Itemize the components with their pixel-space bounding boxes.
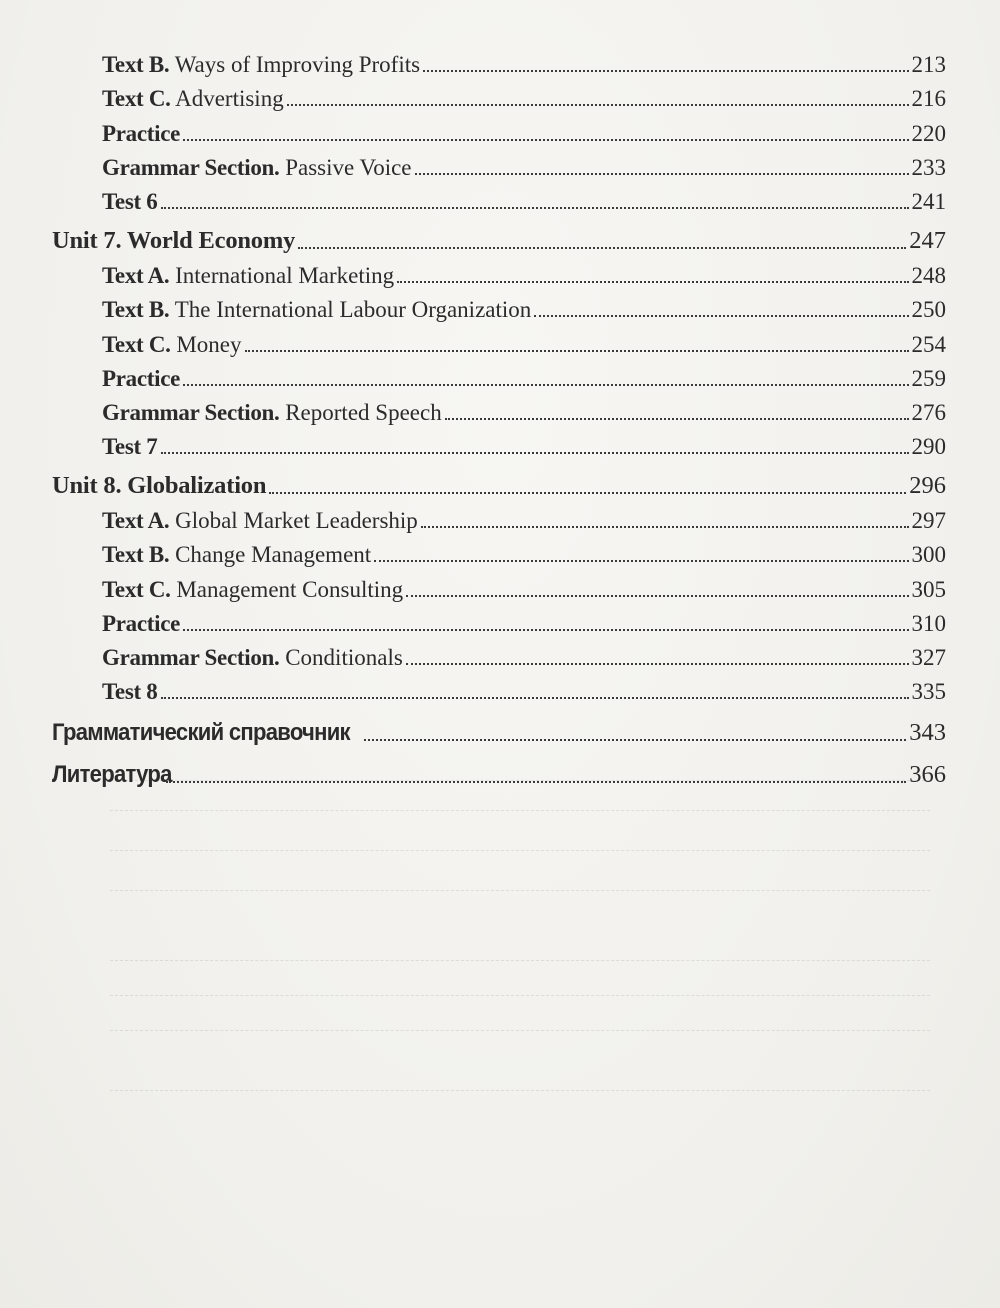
dot-leader	[183, 629, 908, 631]
toc-entry	[52, 44, 946, 78]
toc-entry-title	[102, 52, 420, 78]
toc-entry-title	[102, 508, 418, 534]
toc-unit-entry	[52, 215, 946, 255]
dot-leader	[406, 663, 909, 665]
toc-entry-text: Conditionals	[285, 645, 403, 670]
toc-entry-title	[102, 263, 394, 289]
page-number: 254	[911, 331, 946, 357]
toc-entry-text: Ways of Improving Profits	[174, 52, 421, 78]
page-number: 300	[911, 542, 946, 568]
toc-entry-text: Change Management	[175, 542, 372, 568]
page-number: 310	[911, 610, 946, 636]
dot-leader	[364, 739, 906, 741]
toc-entry-text: International Marketing	[175, 263, 395, 289]
toc-entry-label: Text B.	[102, 542, 170, 568]
toc-entry-label: Text C.	[102, 576, 171, 602]
toc-entry-title	[102, 86, 284, 112]
show-through-line	[110, 1080, 930, 1091]
dot-leader	[183, 139, 908, 141]
dot-leader	[397, 281, 908, 283]
toc-entry-text: Reported Speech	[285, 399, 442, 425]
dot-leader	[374, 560, 908, 562]
toc-entry-title	[102, 577, 403, 603]
toc-entry-label: Grammar Section.	[102, 645, 280, 670]
toc-top-entry	[52, 705, 946, 747]
toc-entry-label: Text A.	[102, 508, 170, 534]
show-through-line	[110, 800, 930, 811]
toc-entry-label: Practice	[102, 120, 181, 146]
page-number: 296	[909, 472, 946, 500]
show-through-line	[110, 950, 930, 961]
toc-entry-label: Test 8	[102, 679, 158, 705]
toc-entry-title	[102, 645, 403, 671]
page-number: 366	[909, 761, 946, 789]
show-through-line	[110, 880, 930, 891]
page-number: 250	[911, 297, 946, 323]
dot-leader	[415, 173, 909, 175]
page-number: 259	[911, 365, 946, 391]
dot-leader	[166, 781, 906, 783]
dot-leader	[534, 315, 908, 317]
toc-entry-title	[102, 121, 180, 147]
toc-entry-label: Text C.	[102, 86, 171, 112]
toc-entry-title	[102, 155, 412, 181]
toc-unit-entry	[52, 460, 946, 500]
dot-leader	[245, 350, 909, 352]
page-number: 213	[911, 52, 946, 78]
toc-entry	[52, 426, 946, 460]
toc-entry-label: Text B.	[102, 297, 170, 323]
dot-leader	[445, 418, 909, 420]
page-number: 216	[911, 86, 946, 112]
toc-entry	[52, 78, 946, 112]
toc-entry-label: Practice	[102, 610, 181, 636]
toc-entry-label: Text B.	[102, 52, 170, 78]
dot-leader	[406, 595, 908, 597]
page-number: 248	[911, 263, 946, 289]
table-of-contents	[52, 44, 946, 789]
toc-entry-text: Money	[176, 331, 242, 357]
literature-title: Литература	[52, 761, 172, 789]
toc-entry-title	[102, 679, 158, 705]
page-number: 297	[911, 508, 946, 534]
page-number: 241	[911, 188, 946, 214]
toc-entry	[52, 323, 946, 357]
toc-entry-title	[102, 542, 371, 568]
toc-entry	[52, 147, 946, 181]
toc-entry	[52, 637, 946, 671]
page-number: 335	[911, 679, 946, 705]
dot-leader	[287, 104, 909, 106]
toc-entry	[52, 603, 946, 637]
toc-entry-title	[102, 611, 180, 637]
page-number: 247	[909, 226, 946, 254]
toc-entry-text: Global Market Leadership	[175, 508, 418, 534]
toc-entry-text: Advertising	[175, 86, 284, 112]
toc-entry-title	[102, 400, 442, 426]
toc-entry-label: Text C.	[102, 331, 171, 357]
toc-entry-label: Practice	[102, 365, 181, 391]
toc-entry-title	[102, 332, 242, 358]
page-number: 343	[909, 719, 946, 747]
dot-leader	[161, 207, 909, 209]
page-number: 276	[911, 399, 946, 425]
toc-entry	[52, 671, 946, 705]
toc-entry-text: Passive Voice	[285, 154, 412, 180]
toc-entry	[52, 500, 946, 534]
toc-entry	[52, 289, 946, 323]
grammar-reference-title: Грамматический справочник	[52, 719, 350, 747]
toc-entry-text: The International Labour Organization	[174, 297, 532, 323]
toc-entry-title	[102, 366, 180, 392]
show-through-line	[110, 840, 930, 851]
page-number: 290	[911, 434, 946, 460]
dot-leader	[183, 384, 908, 386]
dot-leader	[423, 70, 908, 72]
toc-entry	[52, 112, 946, 146]
dot-leader	[161, 452, 909, 454]
page-number: 233	[911, 154, 946, 180]
toc-entry	[52, 181, 946, 215]
toc-entry	[52, 534, 946, 568]
toc-entry-label: Text A.	[102, 263, 170, 289]
toc-entry-label: Grammar Section.	[102, 399, 280, 425]
dot-leader	[421, 526, 909, 528]
toc-entry-text: Management Consulting	[176, 576, 404, 602]
toc-entry	[52, 392, 946, 426]
toc-entry	[52, 568, 946, 602]
toc-entry-title	[102, 297, 531, 323]
page-number: 327	[911, 645, 946, 670]
toc-entry	[52, 358, 946, 392]
unit-title: Unit 8. Globalization	[52, 472, 267, 500]
toc-entry-label: Test 6	[102, 188, 158, 214]
page-number: 220	[911, 120, 946, 146]
toc-top-entry	[52, 747, 946, 789]
toc-entry-title	[102, 189, 158, 215]
show-through-line	[110, 985, 930, 996]
toc-entry	[52, 255, 946, 289]
toc-entry-label: Test 7	[102, 434, 158, 460]
dot-leader	[269, 492, 906, 494]
unit-title: Unit 7. World Economy	[52, 226, 296, 254]
toc-entry-title	[102, 434, 158, 460]
toc-entry-label: Grammar Section.	[102, 154, 280, 180]
dot-leader	[161, 697, 909, 699]
dot-leader	[298, 247, 906, 249]
page-number: 305	[911, 576, 946, 602]
show-through-line	[110, 1020, 930, 1031]
